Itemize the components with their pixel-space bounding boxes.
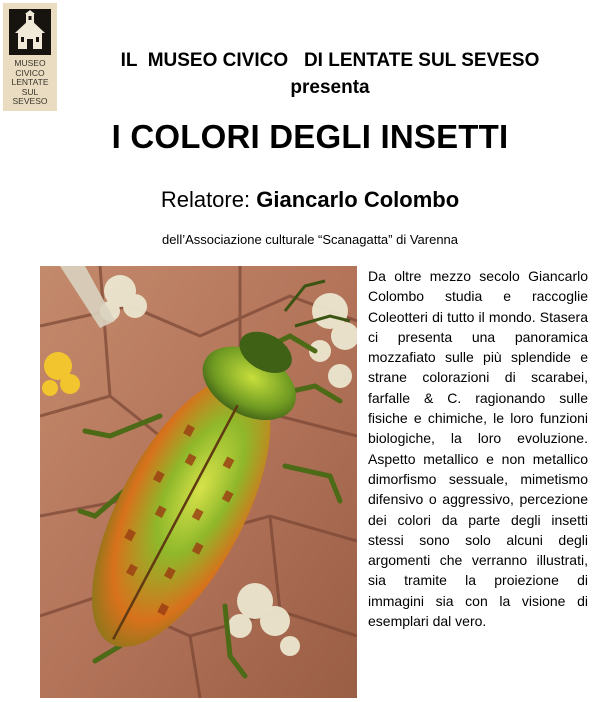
logo-line: SUL bbox=[21, 86, 39, 97]
logo-line: LENTATE bbox=[11, 77, 49, 87]
logo-line: SEVESO bbox=[12, 96, 48, 106]
speaker-name: Giancarlo Colombo bbox=[256, 187, 460, 212]
logo-line: CIVICO bbox=[15, 67, 45, 78]
museum-header: IL MUSEO CIVICO DI LENTATE SUL SEVESO bbox=[120, 50, 540, 71]
speaker-label: Relatore: bbox=[160, 187, 251, 212]
beetle-illustration bbox=[40, 266, 357, 698]
beetle-icon bbox=[40, 266, 357, 698]
speaker-line bbox=[60, 187, 560, 213]
event-title: I COLORI DEGLI INSETTI bbox=[111, 118, 509, 155]
event-description: Da oltre mezzo secolo Giancarlo Colombo studia e raccoglie Coleotteri di tutto il mondo. Stasera ci presenta una panoramica mozzafiato sulle più splendide e strane colorazioni di scarabei, farfalle & C. ragionando sulle fisiche e chimiche, le loro funzioni biologiche, la loro evoluzione. Aspetto metallico e non metallico dimorfismo sessuale, mimetismo difensivo o aggressivo, percezione dei colori da parte degli insetti stessi sono solo alcuni degli argomenti che verranno illustrati, sia tramite la proiezione di immagini sia con la visione di esemplari dal vero. bbox=[368, 268, 588, 630]
museum-logo bbox=[3, 3, 57, 111]
association-line: dell’Associazione culturale “Scanagatta” di Varenna bbox=[161, 232, 459, 247]
logo-caption bbox=[3, 59, 57, 107]
logo-line: MUSEO bbox=[14, 58, 46, 68]
museum-building-icon bbox=[9, 9, 51, 55]
presents-label: presenta bbox=[290, 77, 370, 98]
